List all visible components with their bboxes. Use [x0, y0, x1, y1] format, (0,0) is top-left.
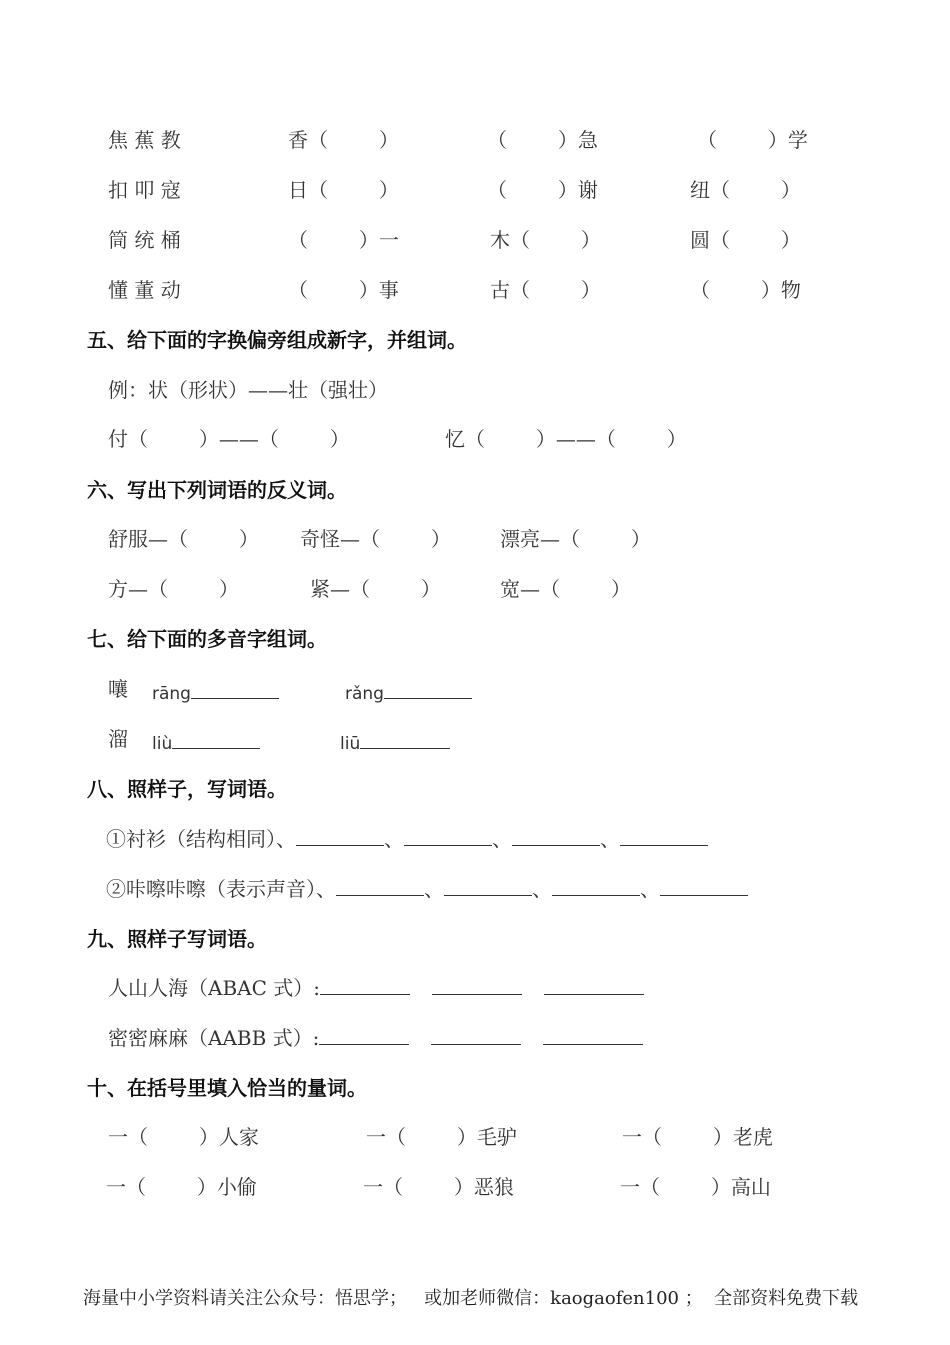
- separator: 、: [640, 877, 660, 901]
- answer-line: [512, 827, 600, 846]
- answer-line: [544, 976, 644, 995]
- fill-blank: 圆（ ）: [690, 228, 801, 252]
- pattern-line: [108, 1026, 643, 1050]
- fill-blank: （ ）事: [288, 278, 399, 302]
- answer-line: [552, 877, 640, 896]
- answer-line: [431, 1026, 521, 1045]
- measure-word-item: 一（ ）小偷: [106, 1175, 257, 1199]
- polyphone-char: 嚷: [108, 677, 128, 701]
- answer-line: [384, 680, 472, 699]
- pattern-line: [108, 976, 644, 1000]
- fill-blank: 古（ ）: [490, 278, 601, 302]
- char-group: 懂 董 动: [108, 278, 181, 302]
- pattern-prompt: ①衬衫（结构相同）、: [106, 827, 296, 851]
- separator: 、: [384, 827, 404, 851]
- measure-word-item: 一（ ）高山: [620, 1175, 771, 1199]
- polyphone-char: 溜: [108, 727, 128, 751]
- pinyin-answer: [152, 680, 279, 705]
- section-10-title: 十、在括号里填入恰当的量词。: [87, 1076, 367, 1100]
- pinyin-answer: [340, 730, 450, 755]
- fill-blank: （ ）谢: [487, 178, 598, 202]
- fill-blank: （ ）急: [487, 128, 598, 152]
- answer-line: [620, 827, 708, 846]
- fill-blank: （ ）一: [288, 228, 399, 252]
- pinyin: liū: [340, 734, 361, 754]
- measure-word-item: 一（ ）老虎: [622, 1125, 773, 1149]
- footer-note: 海量中小学资料请关注公众号：悟思学； 或加老师微信：kaogaofen100 ； 全部资料免费下载: [83, 1288, 859, 1309]
- pattern-prompt: 密密麻麻（AABB 式）:: [108, 1026, 320, 1050]
- char-group: 筒 统 桶: [108, 228, 181, 252]
- exercise-item: 忆（ ）——（ ）: [445, 427, 687, 451]
- pinyin-answer: [152, 730, 260, 755]
- pattern-line: [106, 827, 708, 851]
- separator: 、: [492, 827, 512, 851]
- measure-word-item: 一（ ）人家: [108, 1125, 259, 1149]
- section-5-title: 五、给下面的字换偏旁组成新字，并组词。: [87, 328, 467, 352]
- section-8-title: 八、照样子，写词语。: [87, 777, 287, 801]
- answer-line: [172, 730, 260, 749]
- separator: 、: [424, 877, 444, 901]
- measure-word-item: 一（ ）恶狼: [363, 1175, 514, 1199]
- example-line: 例：状（形状）——壮（强壮）: [108, 378, 388, 402]
- section-7-title: 七、给下面的多音字组词。: [87, 627, 327, 651]
- answer-line: [191, 680, 279, 699]
- answer-line: [320, 976, 410, 995]
- pattern-prompt: ②咔嚓咔嚓（表示声音）、: [106, 877, 336, 901]
- separator: 、: [532, 877, 552, 901]
- antonym-item: 漂亮—（ ）: [500, 527, 651, 551]
- pinyin: rāng: [152, 684, 191, 704]
- fill-blank: 木（ ）: [490, 228, 601, 252]
- exercise-item: 付（ ）——（ ）: [108, 427, 350, 451]
- char-group: 扣 叩 寇: [108, 178, 181, 202]
- answer-line: [660, 877, 748, 896]
- antonym-item: 紧—（ ）: [310, 577, 441, 601]
- answer-line: [404, 827, 492, 846]
- answer-line: [432, 976, 522, 995]
- pinyin-answer: [345, 680, 472, 705]
- pinyin: liù: [152, 734, 173, 754]
- char-group: 焦 蕉 教: [108, 128, 181, 152]
- fill-blank: 香（ ）: [288, 128, 399, 152]
- antonym-item: 方—（ ）: [108, 577, 239, 601]
- pattern-prompt: 人山人海（ABAC 式）:: [108, 976, 320, 1000]
- antonym-item: 舒服—（ ）: [108, 527, 259, 551]
- answer-line: [296, 827, 384, 846]
- measure-word-item: 一（ ）毛驴: [366, 1125, 517, 1149]
- pinyin: rǎng: [345, 684, 384, 704]
- answer-line: [444, 877, 532, 896]
- antonym-item: 奇怪—（ ）: [300, 527, 451, 551]
- answer-line: [543, 1026, 643, 1045]
- section-9-title: 九、照样子写词语。: [87, 927, 267, 951]
- separator: 、: [600, 827, 620, 851]
- section-6-title: 六、写出下列词语的反义词。: [87, 478, 347, 502]
- fill-blank: 纽（ ）: [690, 178, 801, 202]
- fill-blank: （ ）学: [697, 128, 808, 152]
- answer-line: [336, 877, 424, 896]
- fill-blank: 日（ ）: [288, 178, 399, 202]
- answer-line: [360, 730, 450, 749]
- fill-blank: （ ）物: [690, 278, 801, 302]
- answer-line: [319, 1026, 409, 1045]
- antonym-item: 宽—（ ）: [500, 577, 631, 601]
- pattern-line: [106, 877, 748, 901]
